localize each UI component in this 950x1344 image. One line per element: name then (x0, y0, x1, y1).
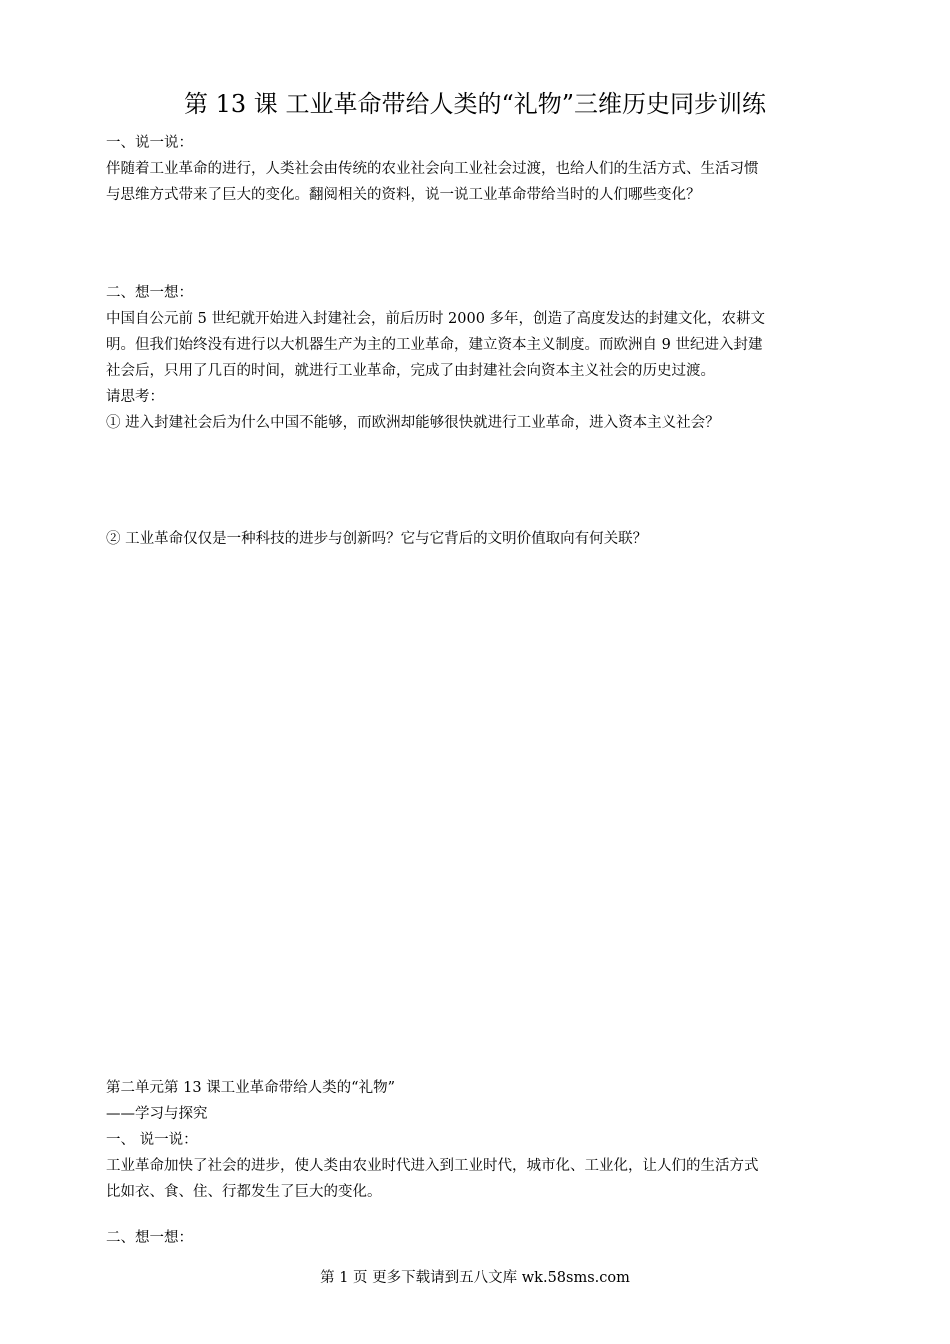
paragraph-line: 工业革命加快了社会的进步，使人类由农业时代进入到工业时代，城市化、工业化，让人们的生活方式 (106, 1158, 759, 1174)
section-think (106, 280, 862, 436)
section-heading: 二、想一想： (106, 285, 193, 301)
section-heading: 二、想一想： (106, 1230, 193, 1246)
section-heading: 一、 说一说： (106, 1132, 198, 1148)
paragraph-line: 伴随着工业革命的进行，人类社会由传统的农业社会向工业社会过渡，也给人们的生活方式、生活习惯 (106, 161, 759, 177)
answer-section (106, 1075, 862, 1205)
section-heading: 一、说一说： (106, 135, 193, 151)
paragraph-line: 比如衣、食、住、行都发生了巨大的变化。 (106, 1184, 382, 1200)
question-2-block (106, 526, 862, 552)
question-2: ② 工业革命仅仅是一种科技的进步与创新吗？它与它背后的文明价值取向有何关联？ (106, 531, 648, 547)
question-1: ① 进入封建社会后为什么中国不能够，而欧洲却能够很快就进行工业革命，进入资本主义社会？ (106, 415, 720, 431)
answer-subtitle: ——学习与探究 (106, 1106, 208, 1122)
paragraph-line: 与思维方式带来了巨大的变化。翻阅相关的资料，说一说工业革命带给当时的人们哪些变化？ (106, 187, 701, 203)
document-title: 第 13 课 工业革命带给人类的“礼物”三维历史同步训练 (184, 90, 766, 118)
answer-section-2 (106, 1225, 862, 1251)
paragraph-line: 明。但我们始终没有进行以大机器生产为主的工业革命，建立资本主义制度。而欧洲自 9 世纪进入封建 (106, 337, 763, 353)
section-say (106, 130, 862, 208)
page-footer: 第 1 页 更多下载请到五八文库 wk.58sms.com (320, 1270, 630, 1286)
paragraph-line: 中国自公元前 5 世纪就开始进入封建社会，前后历时 2000 多年，创造了高度发达的封建文化，农耕文 (106, 311, 766, 327)
think-prompt: 请思考： (106, 389, 164, 405)
paragraph-line: 社会后，只用了几百的时间，就进行工业革命，完成了由封建社会向资本主义社会的历史过渡。 (106, 363, 715, 379)
unit-title: 第二单元第 13 课工业革命带给人类的“礼物” (106, 1080, 395, 1096)
